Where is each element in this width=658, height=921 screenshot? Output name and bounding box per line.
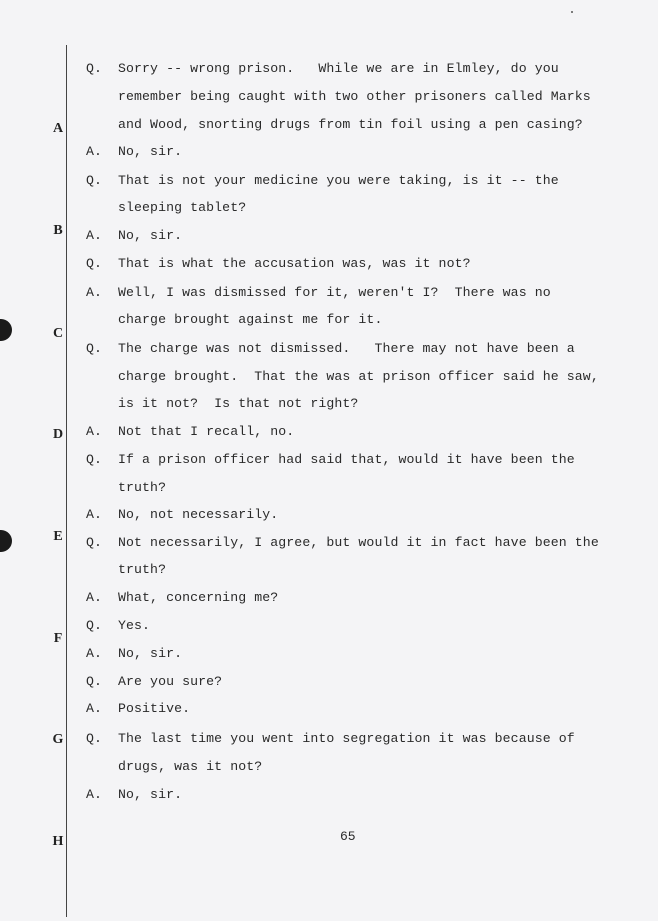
margin-letter: D bbox=[52, 427, 64, 442]
speaker-tag: A. bbox=[86, 646, 103, 661]
speaker-tag: A. bbox=[86, 701, 103, 716]
speaker-tag: Q. bbox=[86, 61, 103, 76]
line-text: remember being caught with two other prisoners called Marks bbox=[118, 89, 591, 104]
line-text: No, sir. bbox=[118, 144, 183, 159]
line-text: The charge was not dismissed. There may not have been a bbox=[118, 341, 575, 356]
speaker-tag: A. bbox=[86, 424, 103, 439]
speaker-tag: Q. bbox=[86, 731, 103, 746]
line-text: No, sir. bbox=[118, 787, 183, 802]
line-text: and Wood, snorting drugs from tin foil using a pen casing? bbox=[118, 117, 583, 132]
line-text: truth? bbox=[118, 562, 167, 577]
scan-speck bbox=[571, 11, 573, 13]
line-text: truth? bbox=[118, 480, 167, 495]
punch-hole bbox=[0, 530, 12, 552]
line-text: If a prison officer had said that, would it have been the bbox=[118, 452, 575, 467]
speaker-tag: A. bbox=[86, 144, 103, 159]
line-text: No, sir. bbox=[118, 228, 183, 243]
speaker-tag: A. bbox=[86, 787, 103, 802]
line-text: charge brought. That the was at prison officer said he saw, bbox=[118, 369, 599, 384]
speaker-tag: Q. bbox=[86, 341, 103, 356]
speaker-tag: Q. bbox=[86, 256, 103, 271]
line-text: Are you sure? bbox=[118, 674, 223, 689]
line-text: That is not your medicine you were taking, is it -- the bbox=[118, 173, 559, 188]
speaker-tag: A. bbox=[86, 285, 103, 300]
margin-rule bbox=[66, 45, 67, 917]
margin-letter: C bbox=[52, 326, 64, 341]
speaker-tag: Q. bbox=[86, 173, 103, 188]
speaker-tag: A. bbox=[86, 507, 103, 522]
line-text: Not necessarily, I agree, but would it in fact have been the bbox=[118, 535, 599, 550]
margin-letter: E bbox=[53, 529, 63, 544]
speaker-tag: Q. bbox=[86, 618, 103, 633]
line-text: Yes. bbox=[118, 618, 151, 633]
line-text: No, not necessarily. bbox=[118, 507, 279, 522]
line-text: Not that I recall, no. bbox=[118, 424, 295, 439]
speaker-tag: A. bbox=[86, 590, 103, 605]
speaker-tag: Q. bbox=[86, 674, 103, 689]
line-text: sleeping tablet? bbox=[118, 200, 247, 215]
line-text: Positive. bbox=[118, 701, 191, 716]
speaker-tag: A. bbox=[86, 228, 103, 243]
line-text: Well, I was dismissed for it, weren't I? There was no bbox=[118, 285, 551, 300]
margin-letter: F bbox=[53, 631, 63, 646]
page-number: 65 bbox=[340, 829, 356, 844]
line-text: That is what the accusation was, was it not? bbox=[118, 256, 471, 271]
margin-letter: B bbox=[53, 223, 63, 238]
margin-letter: H bbox=[52, 834, 64, 849]
line-text: charge brought against me for it. bbox=[118, 312, 383, 327]
punch-hole bbox=[0, 319, 12, 341]
margin-letter: A bbox=[52, 121, 64, 136]
line-text: What, concerning me? bbox=[118, 590, 279, 605]
line-text: Sorry -- wrong prison. While we are in Elmley, do you bbox=[118, 61, 559, 76]
line-text: is it not? Is that not right? bbox=[118, 396, 359, 411]
line-text: No, sir. bbox=[118, 646, 183, 661]
line-text: The last time you went into segregation it was because of bbox=[118, 731, 575, 746]
line-text: drugs, was it not? bbox=[118, 759, 263, 774]
speaker-tag: Q. bbox=[86, 452, 103, 467]
speaker-tag: Q. bbox=[86, 535, 103, 550]
margin-letter: G bbox=[52, 732, 64, 747]
